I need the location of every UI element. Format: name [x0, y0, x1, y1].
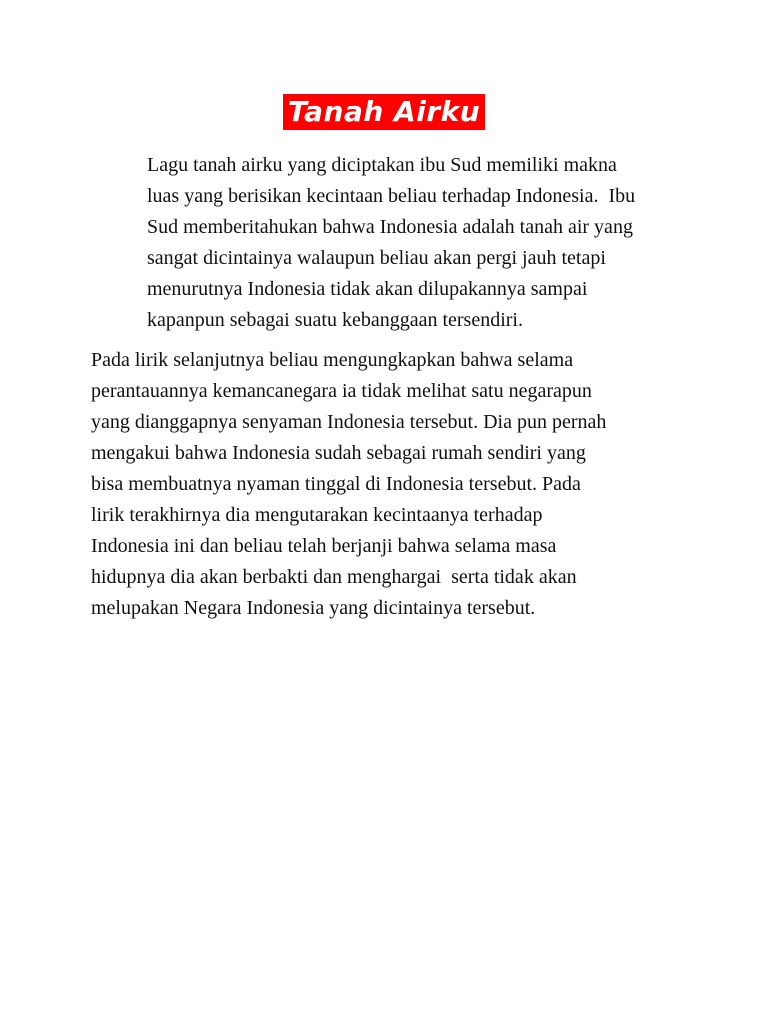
text-line: mengakui bahwa Indonesia sudah sebagai rumah sendiri yang	[91, 442, 586, 464]
paragraph-1	[91, 150, 691, 336]
text-line: hidupnya dia akan berbakti dan menghargai serta tidak akan	[91, 566, 577, 588]
text-line: Pada lirik selanjutnya beliau mengungkapkan bahwa selama	[91, 349, 574, 371]
text-line: perantauannya kemancanegara ia tidak melihat satu negarapun	[91, 380, 592, 402]
text-line: yang dianggapnya senyaman Indonesia tersebut. Dia pun pernah	[91, 411, 607, 433]
text-line: Indonesia ini dan beliau telah berjanji bahwa selama masa	[91, 535, 557, 557]
text-line: luas yang berisikan kecintaan beliau terhadap Indonesia. Ibu	[147, 185, 636, 207]
document-body	[91, 150, 691, 624]
paragraph-2	[91, 345, 691, 624]
text-line: lirik terakhirnya dia mengutarakan kecintaanya terhadap	[91, 504, 543, 526]
text-line: Lagu tanah airku yang diciptakan ibu Sud memiliki makna	[147, 154, 617, 176]
document-title: Tanah Airku	[283, 94, 485, 130]
text-line: bisa membuatnya nyaman tinggal di Indonesia tersebut. Pada	[91, 473, 581, 495]
title-container	[0, 94, 768, 130]
text-line: menurutnya Indonesia tidak akan dilupakannya sampai	[147, 278, 588, 300]
text-line: melupakan Negara Indonesia yang dicintainya tersebut.	[91, 597, 536, 619]
text-line: sangat dicintainya walaupun beliau akan pergi jauh tetapi	[147, 247, 606, 269]
text-line: Sud memberitahukan bahwa Indonesia adalah tanah air yang	[147, 216, 633, 238]
text-line: kapanpun sebagai suatu kebanggaan tersendiri.	[147, 309, 523, 331]
